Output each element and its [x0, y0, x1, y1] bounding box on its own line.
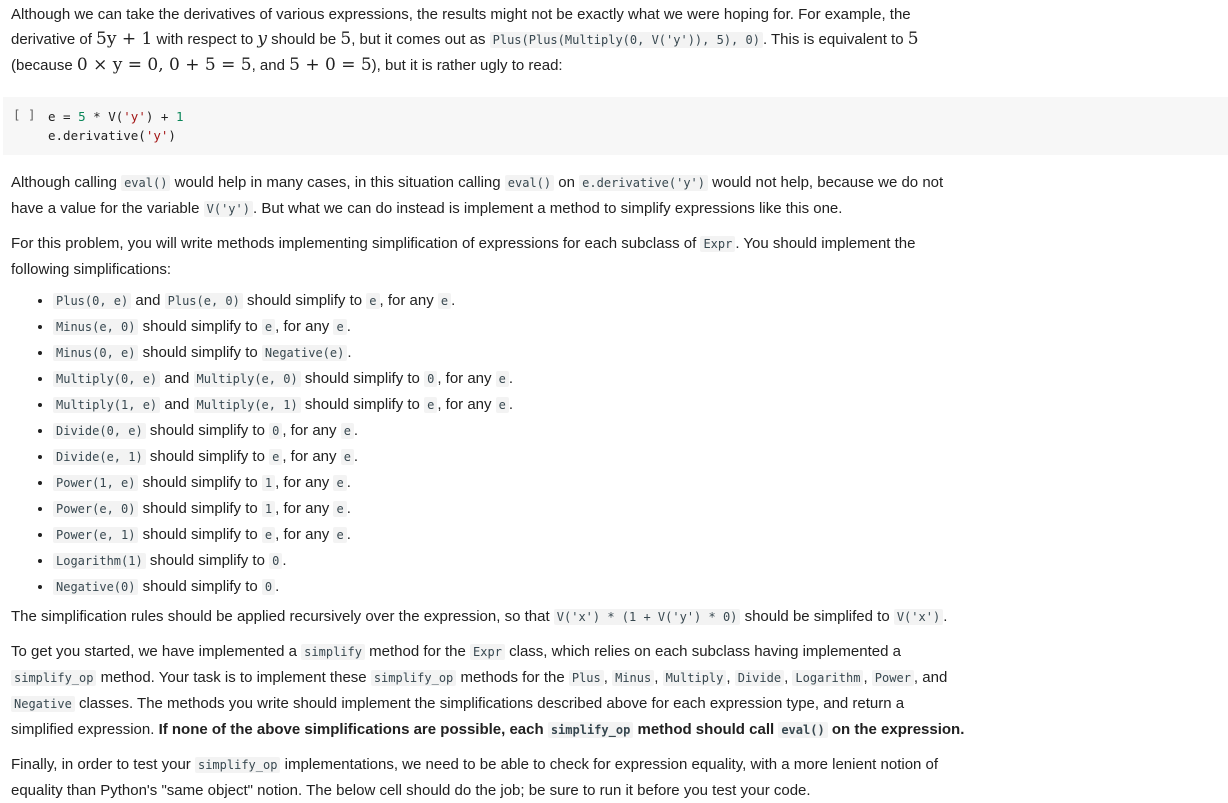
math-5y-plus-1: 5y + 1: [96, 29, 153, 49]
inline-code: V('y'): [204, 201, 253, 217]
list-item: • Plus(0, e) and Plus(e, 0) should simplify to e , for any e .: [53, 288, 1217, 314]
list-item: • Negative(0) should simplify to 0 .: [53, 574, 1217, 600]
intro-text: Although we can take the derivatives of various expressions, the results might not be exactly what we were hoping for. For example, the derivative of 5y + 1 with respect to y should be 5, but it comes out as Plus(Plus(Multiply(0, V('y')), 5), 0) . This is equivalent to 5 (because 0 × y = 0, 0 + 5 = 5, and 5 + 0 = 5), but it is rather ugly to read:: [11, 6, 919, 75]
math-equation: 5 + 0 = 5: [289, 55, 372, 75]
rules-list: [11, 288, 1217, 600]
math-equation: 0 × y = 0, 0 + 5 = 5: [76, 55, 252, 75]
list-item: • Minus(0, e) should simplify to Negative(e) .: [53, 340, 1217, 366]
code-editor[interactable]: e = 5 * V('y') + 1 e.derivative('y'): [48, 109, 184, 143]
list-item: • Power(e, 0) should simplify to 1 , for any e .: [53, 496, 1217, 522]
list-item: • Divide(e, 1) should simplify to e , for any e .: [53, 444, 1217, 470]
paragraph: The simplification rules should be applied recursively over the expression, so that V('x') * (1 + V('y') * 0) should be simplifed to V('x') .: [11, 608, 948, 625]
paragraph: For this problem, you will write methods implementing simplification of expressions for each subclass of Expr . You should implement the following simplifications:: [11, 235, 916, 278]
bold-note: If none of the above simplifications are possible, each simplify_op method should call eval() on the expression.: [158, 721, 965, 738]
paragraph: Finally, in order to test your simplify_op implementations, we need to be able to check for expression equality, with a more lenient notion of equality than Python's "same object" notion. The below cell should do the job; be sure to run it before you test your code.: [11, 756, 939, 799]
list-item: • Multiply(0, e) and Multiply(e, 0) should simplify to 0 , for any e .: [53, 366, 1217, 392]
paragraph: Although calling eval() would help in many cases, in this situation calling eval() on e.derivative('y') would not help, because we do not have a value for the variable V('y') . But what we can do instead is implement a method to simplify expressions like this one.: [11, 174, 944, 217]
paragraph: To get you started, we have implemented a simplify method for the Expr class, which relies on each subclass having implemented a simplify_op method. Your task is to implement these simplify_op methods for the Plus , Minus , Multiply , Divide , Logarithm , Power , and Negative classes. The methods you write should implement the simplifications described above for each expression type, and return a simplified expression. If none of the above simplifications are possible, each simplify_op method should call eval() on the expression.: [11, 643, 965, 738]
list-item: • Power(1, e) should simplify to 1 , for any e .: [53, 470, 1217, 496]
list-item: • Multiply(1, e) and Multiply(e, 1) should simplify to e , for any e .: [53, 392, 1217, 418]
inline-code: eval(): [121, 175, 170, 191]
inline-code: simplify_op: [195, 757, 280, 773]
list-item: • Minus(e, 0) should simplify to e , for any e .: [53, 314, 1217, 340]
math-5: 5: [907, 29, 919, 49]
code-cell[interactable]: [3, 97, 1228, 155]
inline-code: e.derivative('y'): [579, 175, 708, 191]
math-5: 5: [340, 29, 352, 49]
inline-code: V('x') * (1 + V('y') * 0): [554, 609, 741, 625]
list-item: • Logarithm(1) should simplify to 0 .: [53, 548, 1217, 574]
inline-code: eval(): [505, 175, 554, 191]
list-item: • Divide(0, e) should simplify to 0 , for any e .: [53, 418, 1217, 444]
intro-paragraph: [0, 0, 1228, 78]
math-y: y: [257, 29, 267, 49]
inline-code: Plus(Plus(Multiply(0, V('y')), 5), 0): [490, 32, 763, 48]
text-cell: [0, 170, 1228, 803]
inline-code: V('x'): [894, 609, 943, 625]
run-cell-button[interactable]: [ ]: [13, 107, 36, 122]
list-item: • Power(e, 1) should simplify to e , for any e .: [53, 522, 1217, 548]
inline-code: Expr: [700, 236, 735, 252]
